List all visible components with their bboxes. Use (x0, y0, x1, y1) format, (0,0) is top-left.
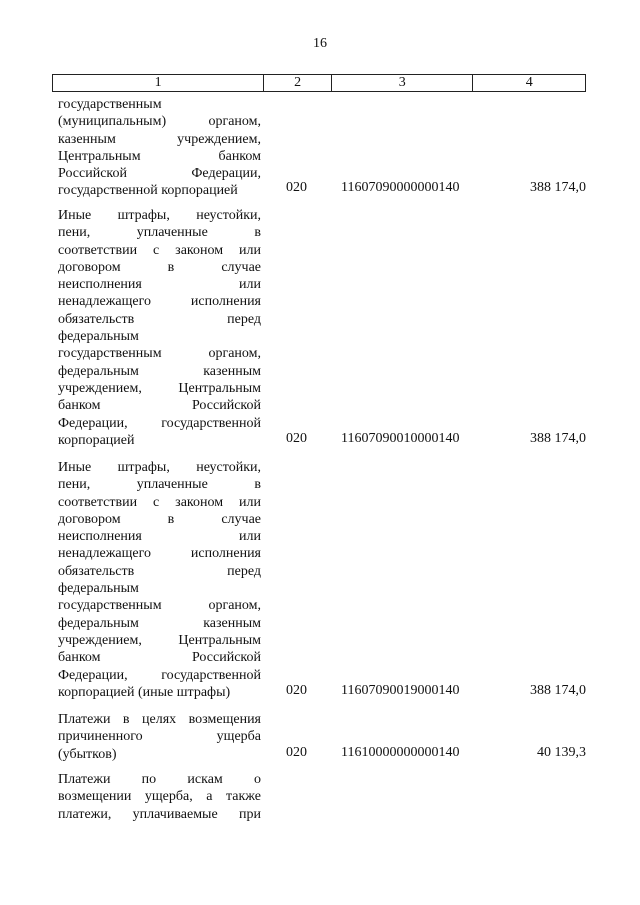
description-line: обязательств перед (58, 563, 261, 579)
table-header-col-3: 3 (332, 75, 473, 91)
row-kbk: 11607090019000140 (341, 683, 460, 698)
description-line: корпорацией (58, 432, 135, 448)
description-line: (убытков) (58, 746, 117, 762)
description-line: договором в случае (58, 259, 261, 275)
description-line: государственным органом, (58, 598, 261, 614)
description-line: ненадлежащего исполнения (58, 294, 261, 310)
table-header-col-1: 1 (53, 75, 264, 91)
description-line: федеральным (58, 581, 139, 597)
description-line: пени, уплаченные в (58, 225, 261, 241)
row-amount: 388 174,0 (530, 683, 586, 698)
description-line: пени, уплаченные в (58, 477, 261, 493)
row-description (58, 459, 261, 701)
description-line: учреждением, Центральным (58, 380, 261, 396)
description-line: государственным (58, 97, 162, 112)
description-line: неисполнения или (58, 529, 261, 545)
description-line: причиненного ущерба (58, 729, 261, 745)
row-description (58, 771, 261, 823)
description-line: соответствии с законом или (58, 242, 261, 258)
description-line: государственной корпорацией (58, 183, 238, 199)
table-header-col-4: 4 (525, 75, 533, 90)
description-line: федеральным (58, 329, 139, 345)
row-code: 020 (286, 431, 307, 446)
description-line: соответствии с законом или (58, 494, 261, 510)
description-line: неисполнения или (58, 277, 261, 293)
description-line: Федерации, государственной (58, 415, 261, 431)
description-line: ненадлежащего исполнения (58, 546, 261, 562)
row-description (58, 711, 261, 763)
description-line: (муниципальным) органом, (58, 114, 261, 130)
description-line: возмещении ущерба, а также (58, 789, 261, 805)
description-line: Иные штрафы, неустойки, (58, 208, 261, 223)
table-header (52, 74, 586, 92)
page-number: 16 (313, 36, 327, 51)
description-line: федеральным казенным (58, 615, 261, 631)
table-header-col-2: 2 (264, 75, 332, 91)
description-line: казенным учреждением, (58, 131, 261, 147)
description-line: Платежи в целях возмещения (58, 712, 261, 727)
row-amount: 388 174,0 (530, 180, 586, 195)
description-line: банком Российской (58, 650, 261, 666)
row-code: 020 (286, 180, 307, 195)
row-kbk: 11607090010000140 (341, 431, 460, 446)
row-amount: 388 174,0 (530, 431, 586, 446)
row-code: 020 (286, 683, 307, 698)
row-description (58, 96, 261, 200)
description-line: корпорацией (иные штрафы) (58, 684, 231, 700)
description-line: федеральным казенным (58, 363, 261, 379)
description-line: банком Российской (58, 398, 261, 414)
description-line: Иные штрафы, неустойки, (58, 460, 261, 475)
description-line: Федерации, государственной (58, 667, 261, 683)
description-line: государственным органом, (58, 346, 261, 362)
row-kbk: 11607090000000140 (341, 180, 460, 195)
row-kbk: 11610000000000140 (341, 745, 460, 760)
description-line: платежи, уплачиваемые при (58, 806, 261, 822)
description-line: Российской Федерации, (58, 166, 261, 182)
row-code: 020 (286, 745, 307, 760)
description-line: Центральным банком (58, 148, 261, 164)
row-amount: 40 139,3 (537, 745, 586, 760)
description-line: обязательств перед (58, 311, 261, 327)
description-line: Платежи по искам о (58, 772, 261, 787)
row-description (58, 207, 261, 449)
description-line: договором в случае (58, 511, 261, 527)
description-line: учреждением, Центральным (58, 632, 261, 648)
